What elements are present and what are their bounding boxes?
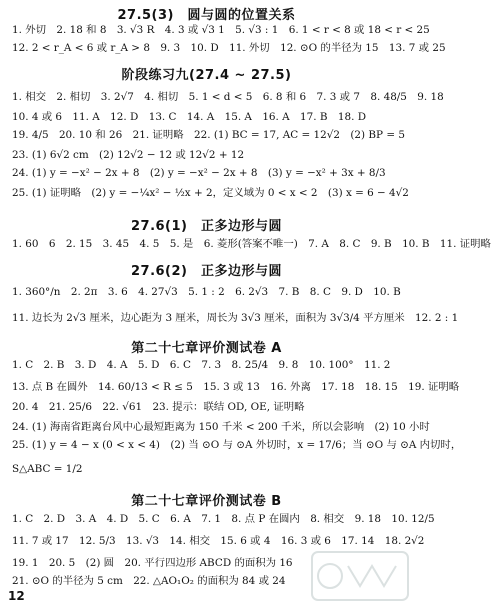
answer-line: 21. ⊙O 的半径为 5 cm 22. △AO₁O₂ 的面积为 84 或 24	[12, 575, 286, 587]
answer-line: 10. 4 或 6 11. A 12. D 13. C 14. A 15. A 16. A 17. B 18. D	[12, 111, 367, 123]
answer-line: 1. 外切 2. 18 和 8 3. √3 R 4. 3 或 √3 1 5. √3 : 1 6. 1 < r < 8 或 18 < r < 25	[12, 24, 430, 36]
section-title-27-6-2: 27.6(2) 正多边形与圆	[130, 264, 282, 279]
answer-line: 1. 360°/n 2. 2π 3. 6 4. 27√3 5. 1 : 2 6. 2√3 7. B 8. C 9. D 10. B	[12, 286, 401, 298]
section-title-chapter27-test-a: 第二十七章评价测试卷 A	[131, 341, 282, 356]
answer-line: 24. (1) y = −x² − 2x + 8 (2) y = −x² − 2x + 8 (3) y = −x² + 3x + 8/3	[12, 167, 386, 179]
answer-line: 1. C 2. D 3. A 4. D 5. C 6. A 7. 1 8. 点 P 在圆内 8. 相交 9. 18 10. 12/5	[12, 513, 435, 525]
answer-line: 20. 4 21. 25/6 22. √61 23. 提示：联结 OD, OE, 证明略	[12, 401, 305, 413]
answer-line: 1. C 2. B 3. D 4. A 5. D 6. C 7. 3 8. 25/4 9. 8 10. 100° 11. 2	[12, 359, 391, 371]
answer-line: 12. 2 < r_A < 6 或 r_A > 8 9. 3 10. D 11. 外切 12. ⊙O 的半径为 15 13. 7 或 25	[12, 42, 446, 54]
answer-line: 1. 相交 2. 相切 3. 2√7 4. 相切 5. 1 < d < 5 6. 8 和 6 7. 3 或 7 8. 48/5 9. 18	[12, 91, 444, 103]
answer-line: 13. 点 B 在圆外 14. 60/13 < R ≤ 5 15. 3 或 13 16. 外离 17. 18 18. 15 19. 证明略	[12, 381, 460, 393]
answer-line: 19. 1 20. 5 (2) 圆 20. 平行四边形 ABCD 的面积为 16	[12, 557, 293, 569]
answer-line: 11. 7 或 17 12. 5/3 13. √3 14. 相交 15. 6 或 4 16. 3 或 6 17. 14 18. 2√2	[12, 535, 425, 547]
answer-line: 25. (1) 证明略 (2) y = −¼x² − ½x + 2，定义域为 0 < x < 2 (3) x = 6 − 4√2	[12, 187, 409, 199]
section-title-stage-practice-9: 阶段练习九(27.4 ~ 27.5)	[121, 68, 292, 83]
answer-line: S△ABC = 1/2	[12, 463, 83, 475]
section-title-27-5-3: 27.5(3) 圆与圆的位置关系	[117, 8, 296, 23]
page-number: 12	[8, 589, 25, 603]
answer-line: 11. 边长为 2√3 厘米，边心距为 3 厘米，周长为 3√3 厘米，面积为 3√3/4 平方厘米 12. 2 : 1	[12, 312, 459, 324]
section-title-chapter27-test-b: 第二十七章评价测试卷 B	[131, 494, 282, 509]
answer-line: 23. (1) 6√2 cm (2) 12√2 − 12 或 12√2 + 12	[12, 149, 245, 161]
section-title-27-6-1: 27.6(1) 正多边形与圆	[130, 219, 282, 234]
answer-line: 1. 60 6 2. 15 3. 45 4. 5 5. 是 6. 菱形(答案不唯一) 7. A 8. C 9. B 10. B 11. 证明略	[12, 238, 491, 250]
watermark-logo-icon	[310, 548, 410, 604]
answer-line: 25. (1) y = 4 − x (0 < x < 4) (2) 当 ⊙O 与 ⊙A 外切时，x = 17/6；当 ⊙O 与 ⊙A 内切时，	[12, 439, 462, 451]
answer-line: 19. 4/5 20. 10 和 26 21. 证明略 22. (1) BC = 17, AC = 12√2 (2) BP = 5	[12, 129, 405, 141]
answer-line: 24. (1) 海南省距离台风中心最短距离为 150 千米 < 200 千米，所以会影响 (2) 10 小时	[12, 421, 430, 433]
